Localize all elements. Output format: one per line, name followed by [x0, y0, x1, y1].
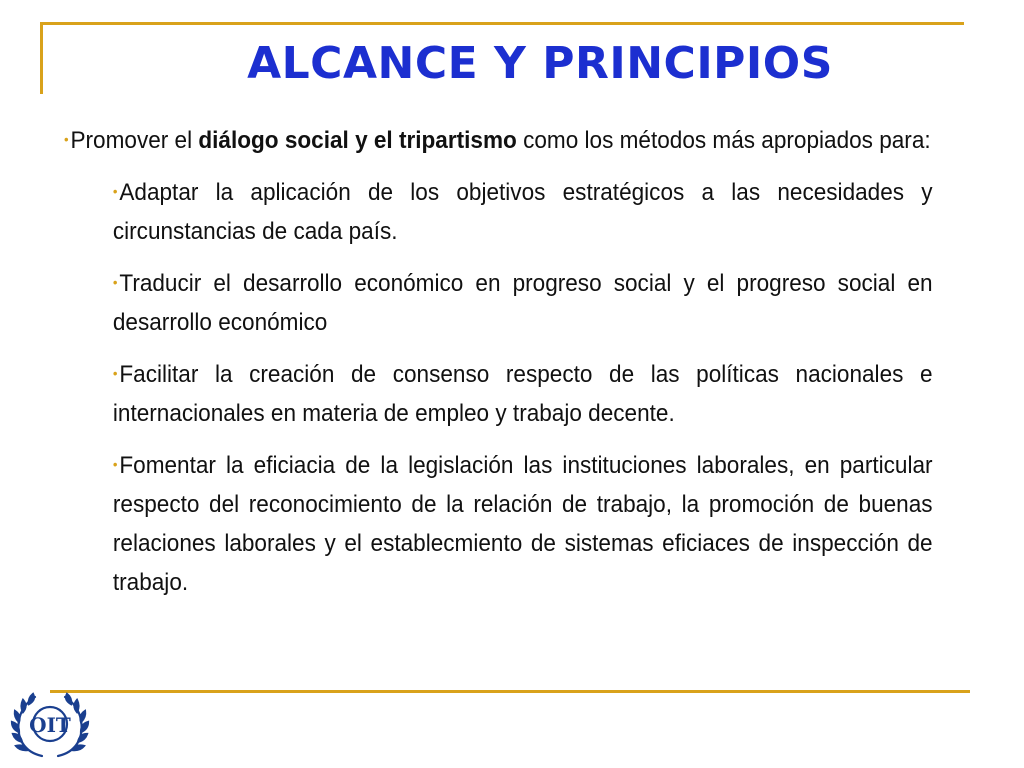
- bullet-text: Fomentar la eficiacia de la legislación las instituciones laborales, en particular respecto del reconocimiento de la relación de trabajo, la promoción de buenas relaciones laborales y el establecmiento de sistemas eficiaces de inspección de trabajo.: [112, 452, 933, 596]
- slide-title: ALCANCE Y PRINCIPIOS: [247, 38, 833, 89]
- bullet-text: Traducir el desarrollo económico en progreso social y el progreso social en desarrollo económico: [112, 270, 933, 336]
- bottom-rule: [50, 690, 970, 693]
- list-item: [113, 172, 933, 251]
- top-rule: [40, 22, 964, 25]
- oit-emblem-icon: [10, 690, 90, 762]
- bullet-text: Facilitar la creación de consenso respecto de las políticas nacionales e internacionales en materia de empleo y trabajo decente.: [112, 361, 933, 427]
- intro-text-after: como los métodos más apropiados para:: [516, 127, 931, 154]
- intro-bold-phrase: diálogo social y el tripartismo: [198, 127, 517, 154]
- list-item: [113, 445, 933, 602]
- bullet-marker: •: [64, 131, 69, 147]
- slide-body: [64, 120, 933, 614]
- bullet-text: Adaptar la aplicación de los objetivos estratégicos a las necesidades y circunstancias de cada país.: [112, 179, 933, 245]
- intro-text-before: Promover el: [70, 127, 199, 154]
- bullet-marker: •: [112, 183, 118, 199]
- left-rule: [40, 22, 43, 94]
- bullet-marker: •: [112, 274, 118, 290]
- list-item: [113, 263, 933, 342]
- bullet-marker: •: [112, 456, 118, 472]
- logo-text: OIT: [29, 713, 71, 737]
- list-item: [113, 354, 933, 433]
- intro-paragraph: [64, 120, 933, 160]
- bullet-marker: •: [112, 365, 118, 381]
